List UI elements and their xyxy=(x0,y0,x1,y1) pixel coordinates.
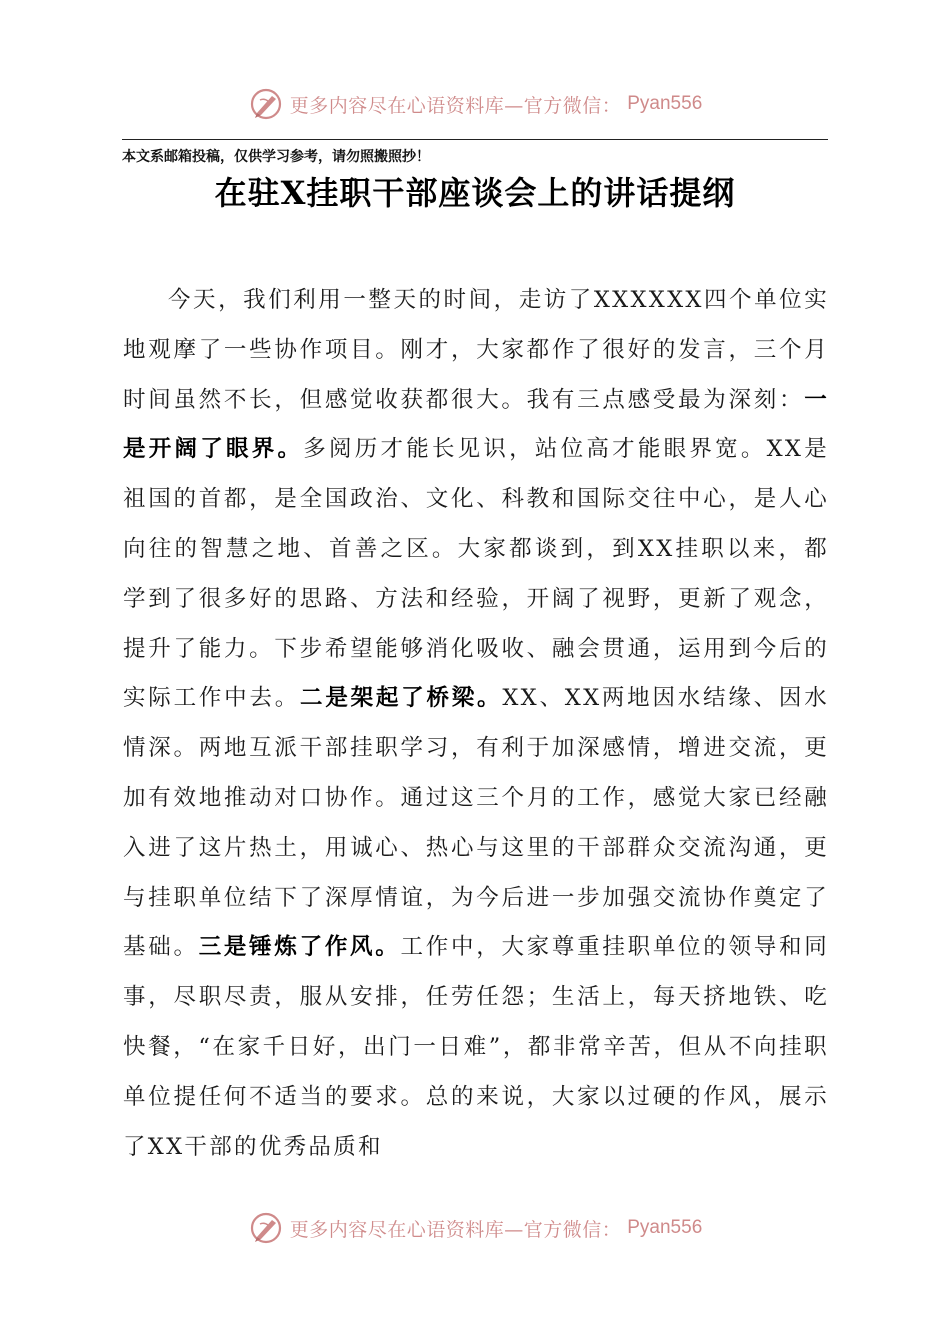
pen-logo-icon xyxy=(248,86,284,122)
key-point-1: 一是开阔了眼界。 xyxy=(123,386,829,463)
body-paragraph xyxy=(123,276,829,1172)
watermark-header xyxy=(0,84,950,124)
watermark-text: 更多内容尽在心语资料库—官方微信： xyxy=(289,94,622,117)
watermark-footer xyxy=(0,1208,950,1248)
key-point-3: 三是锤炼了作风。 xyxy=(198,934,401,961)
paragraph-text: 多阅历才能长见识，站位高才能眼界宽。XX是祖国的首都，是全国政治、文化、科教和国际交往中心，是人心向往的智慧之地、首善之区。大家都谈到，到XX挂职以来，都学到了很多好的思路、方法和经验，开阔了视野，更新了观念，提升了能力。下步希望能够消化吸收、融会贯通，运用到今后的实际工作中去。 xyxy=(123,436,829,712)
paragraph-text: 工作中，大家尊重挂职单位的领导和同事，尽职尽责，服从安排，任劳任怨；生活上，每天挤地铁、吃快餐，“在家千日好，出门一日难”，都非常辛苦，但从不向挂职单位提任何不适当的要求。总的来说，大家以过硬的作风，展示了XX干部的优秀品质和 xyxy=(123,934,829,1160)
header-divider xyxy=(122,139,828,140)
watermark-text: 更多内容尽在心语资料库—官方微信： xyxy=(289,1218,622,1241)
document-title: 在驻X挂职干部座谈会上的讲话提纲 xyxy=(214,174,736,212)
paragraph-text: XX、XX两地因水结缘、因水情深。两地互派干部挂职学习，有利于加深感情，增进交流，更加有效地推动对口协作。通过这三个月的工作，感觉大家已经融入进了这片热土，用诚心、热心与这里的干部群众交流沟通，更与挂职单位结下了深厚情谊，为今后进一步加强交流协作奠定了基础。 xyxy=(123,685,829,961)
watermark-wechat-id: Pyan556 xyxy=(627,93,703,114)
watermark-wechat-id: Pyan556 xyxy=(627,1217,703,1238)
paragraph-text: 今天，我们利用一整天的时间，走访了XXXXXX四个单位实地观摩了一些协作项目。刚才，大家都作了很好的发言，三个月时间虽然不长，但感觉收获都很大。我有三点感受最为深刻： xyxy=(123,287,829,413)
key-point-2: 二是架起了桥梁。 xyxy=(300,685,503,712)
disclaimer-note: 本文系邮箱投稿，仅供学习参考，请勿照搬照抄！ xyxy=(122,149,430,165)
pen-logo-icon xyxy=(248,1210,284,1246)
